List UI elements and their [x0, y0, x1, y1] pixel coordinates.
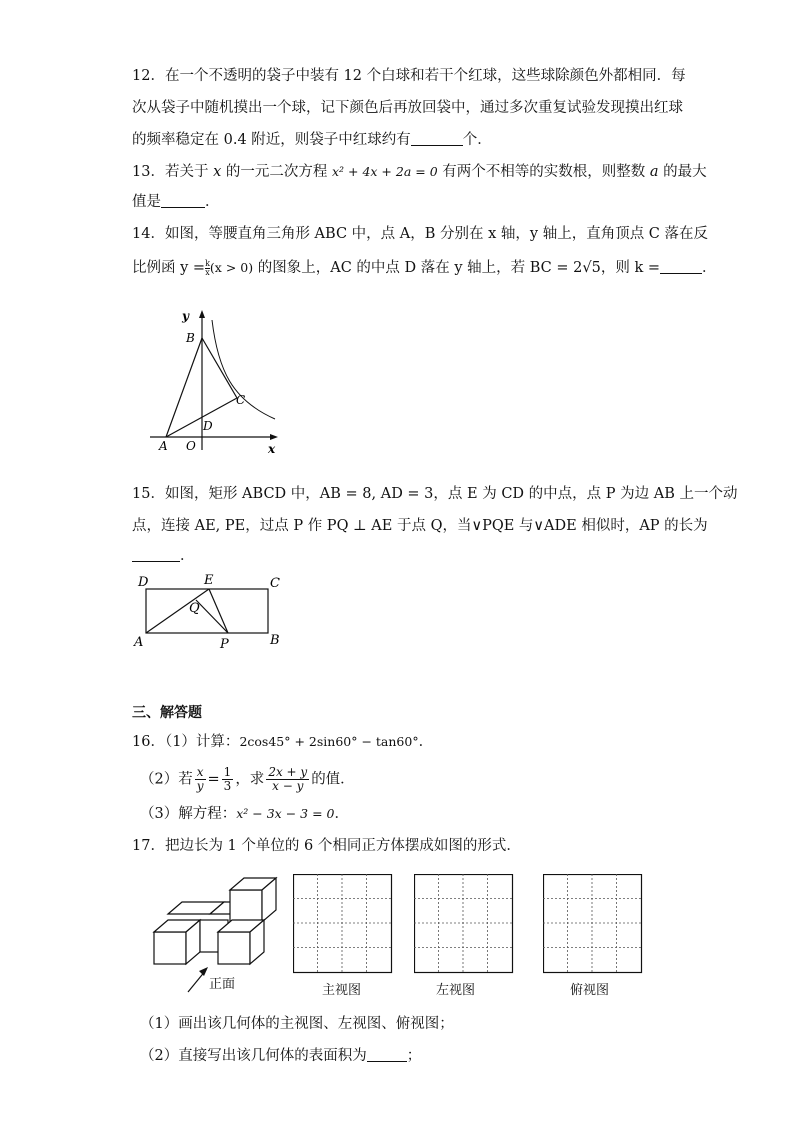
q13-var-x: x — [213, 164, 222, 180]
label-x: x — [268, 442, 276, 456]
q16-p1-expr: 2cos45° + 2sin60° − tan60° — [239, 734, 419, 749]
segment-BC — [202, 338, 237, 398]
q15-line3-end: ． — [180, 548, 195, 564]
q14-line1: 14．如图，等腰直角三角形 ABC 中，点 A，B 分别在 x 轴，y 轴上，直角顶点 C 落在反 — [132, 226, 709, 242]
q16-part1 — [132, 732, 433, 752]
q17-answer-blank[interactable] — [367, 1047, 407, 1062]
q13-equation: x² + 4x + 2a = 0 — [331, 164, 438, 179]
q16-p2-end: 的值． — [311, 771, 355, 788]
label-A: A — [159, 439, 168, 453]
cube-bottom-left — [154, 932, 186, 964]
q12-line1: 12．在一个不透明的袋子中装有 12 个白球和若干个红球，这些球除颜色外都相同．每 — [132, 68, 686, 84]
label-D: D — [203, 419, 213, 433]
front-arrow-head-icon — [199, 967, 208, 976]
q16-p3-expr: x² − 3x − 3 = 0 — [236, 806, 335, 821]
q14-frac-num: k — [205, 258, 210, 268]
q16-frac-xy — [195, 766, 206, 793]
q13-answer-blank[interactable] — [161, 193, 205, 208]
cube-top-front — [230, 890, 262, 922]
q14-line2 — [132, 258, 717, 278]
q16-part3 — [140, 804, 349, 824]
q16-p1-label: 16．（1）计算： — [132, 734, 240, 750]
q13-line2 — [132, 192, 220, 212]
top-view-grid[interactable] — [543, 874, 643, 974]
q16-frac-13 — [222, 766, 234, 793]
q14-text-b: 的图象上，AC 的中点 D 落在 y 轴上，若 BC = 2√5，则 k = — [253, 260, 660, 276]
q13-text-b: 的一元二次方程 — [221, 164, 332, 180]
q16-p3-end: ． — [334, 806, 349, 822]
label-B: B — [270, 633, 280, 648]
q13-text-a: 13．若关于 — [132, 164, 214, 180]
q15-line1: 15．如图，矩形 ABCD 中，AB = 8, AD = 3，点 E 为 CD 的中点，点 P 为边 AB 上一个动 — [132, 486, 738, 502]
q14-answer-blank[interactable] — [660, 259, 702, 274]
cube-bottom-right — [218, 932, 250, 964]
label-P: P — [220, 637, 229, 652]
q15-line3 — [132, 546, 195, 566]
label-C: C — [270, 576, 280, 591]
q15-line2: 点，连接 AE, PE，过点 P 作 PQ ⊥ AE 于点 Q，当∨PQE 与∨ADE 相似时，AP 的长为 — [132, 518, 708, 534]
q12-line2: 次从袋子中随机摸出一个球，记下颜色后再放回袋中，通过多次重复试验发现摸出红球 — [132, 100, 683, 116]
label-A: A — [134, 635, 144, 650]
q16-part2 — [140, 766, 355, 793]
q13-var-a: a — [649, 164, 659, 180]
q17-part2-end: ； — [406, 1048, 422, 1064]
q14-text-a: 比例函 y = — [132, 260, 206, 276]
label-D: D — [138, 575, 149, 590]
caption-top-view: 俯视图 — [570, 983, 610, 998]
front-label: 正面 — [209, 977, 236, 992]
q14-figure — [140, 300, 290, 460]
q13-line2-end: ． — [205, 194, 220, 210]
label-E: E — [204, 573, 214, 588]
q16-frac-expr — [266, 766, 309, 793]
segment-EP — [209, 589, 228, 633]
q16-frac-expr-den: x − y — [272, 779, 304, 793]
q17-line1: 17．把边长为 1 个单位的 6 个相同正方体摆成如图的形式． — [132, 838, 521, 854]
segment-AB — [166, 338, 202, 437]
q16-frac-13-den: 3 — [223, 779, 232, 793]
q16-frac-xy-den: y — [196, 779, 204, 793]
q16-frac-13-num: 1 — [223, 765, 232, 779]
q14-frac-den: x — [205, 267, 210, 277]
q17-part2 — [140, 1046, 421, 1066]
q16-frac-xy-num: x — [196, 765, 204, 779]
label-O: O — [186, 439, 196, 453]
q16-equals: = — [207, 771, 220, 788]
segment-PQ — [196, 600, 228, 633]
y-axis-arrow-icon — [199, 310, 205, 318]
label-C: C — [236, 393, 246, 407]
q16-p3-label: （3）解方程： — [140, 806, 237, 822]
q13-line1 — [132, 162, 707, 182]
label-B: B — [186, 331, 195, 345]
left-view-grid[interactable] — [414, 874, 514, 974]
q14-text-c: ． — [702, 260, 717, 276]
front-view-grid[interactable] — [293, 874, 393, 974]
q15-figure — [130, 570, 290, 654]
q15-answer-blank[interactable] — [132, 547, 180, 562]
q16-p2-mid: ，求 — [235, 771, 265, 788]
x-axis-arrow-icon — [270, 434, 278, 440]
q13-text-d: 的最大 — [658, 164, 707, 180]
section-title: 三、解答题 — [132, 705, 202, 721]
cube-stack — [154, 878, 276, 964]
label-y: y — [182, 309, 189, 323]
label-Q: Q — [189, 601, 200, 616]
q12-answer-blank[interactable] — [411, 131, 463, 146]
q17-part2-text: （2）直接写出该几何体的表面积为 — [140, 1048, 367, 1064]
q12-line3 — [132, 130, 492, 150]
q12-line3-text: 的频率稳定在 0.4 附近，则袋子中红球约有 — [132, 132, 411, 148]
q16-p1-end: ． — [418, 734, 434, 750]
q13-text-c: 有两个不相等的实数根，则整数 — [437, 164, 650, 180]
caption-left-view: 左视图 — [436, 983, 476, 998]
q17-part1: （1）画出该几何体的主视图、左视图、俯视图； — [140, 1016, 454, 1032]
q16-frac-expr-num: 2x + y — [268, 765, 308, 779]
q16-p2-label: （2）若 — [140, 771, 193, 788]
q14-condition: (x > 0) — [209, 260, 254, 275]
q12-line3-end: 个． — [462, 132, 492, 148]
q13-line2-text: 值是 — [132, 194, 161, 210]
caption-front-view: 主视图 — [322, 983, 362, 998]
